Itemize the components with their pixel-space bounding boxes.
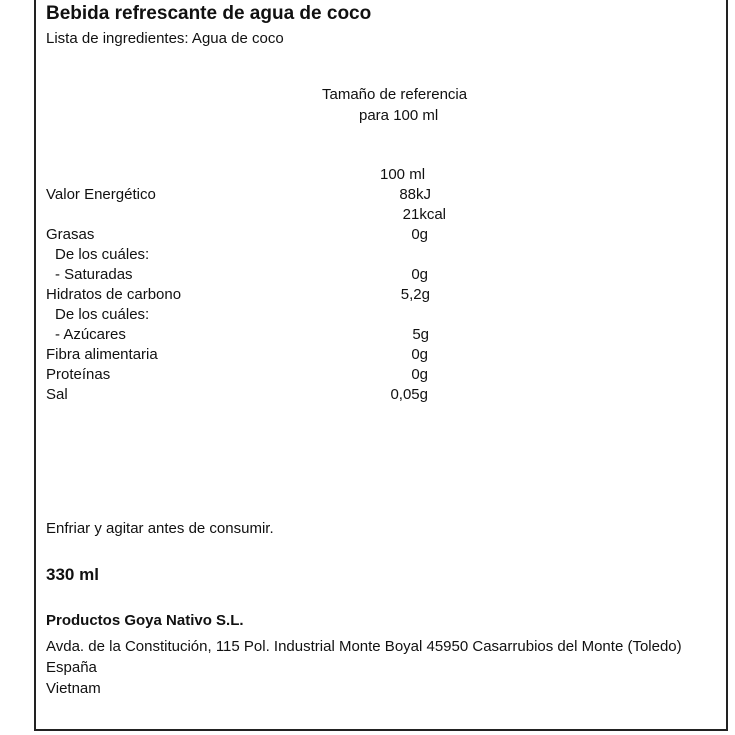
nutrition-row-label: Hidratos de carbono — [46, 286, 182, 303]
nutrition-row-label: Grasas — [46, 226, 95, 243]
nutrition-row-label: Valor Energético — [46, 186, 156, 203]
nutrition-row-label: Sal — [46, 386, 68, 403]
reference-size-line1: Tamaño de referencia — [322, 86, 468, 103]
nutrition-column-header: 100 ml — [380, 166, 426, 183]
reference-size-line2: para 100 ml — [359, 107, 439, 124]
country-of-origin: Vietnam — [46, 680, 101, 697]
nutrition-row-value: 0g — [411, 226, 428, 243]
manufacturer-address: Avda. de la Constitución, 115 Pol. Industrial Monte Boyal 45950 Casarrubios del Monte (Toledo) España — [46, 638, 682, 676]
nutrition-row-label: Fibra alimentaria — [46, 346, 158, 363]
nutrition-row-label: De los cuáles: — [55, 306, 150, 323]
nutrition-row-label: De los cuáles: — [55, 246, 150, 263]
net-volume: 330 ml — [46, 565, 99, 584]
storage-instructions: Enfriar y agitar antes de consumir. — [46, 520, 274, 537]
product-title: Bebida refrescante de agua de coco — [46, 3, 372, 24]
nutrition-row-value: 21kcal — [402, 206, 446, 223]
nutrition-row-value: 5g — [412, 326, 429, 343]
nutrition-row-value: 5,2g — [400, 286, 430, 303]
nutrition-row-label: Proteínas — [46, 366, 111, 383]
nutrition-row-value: 88kJ — [399, 186, 431, 203]
nutrition-row-value: 0g — [411, 366, 428, 383]
nutrition-row-value: 0g — [411, 346, 428, 363]
ingredients-list: Lista de ingredientes: Agua de coco — [46, 30, 284, 47]
manufacturer-name: Productos Goya Nativo S.L. — [46, 612, 244, 629]
nutrition-row-label: - Saturadas — [55, 266, 133, 283]
nutrition-row-value: 0g — [411, 266, 428, 283]
nutrition-row-label: - Azúcares — [55, 326, 126, 343]
nutrition-row-value: 0,05g — [390, 386, 428, 403]
